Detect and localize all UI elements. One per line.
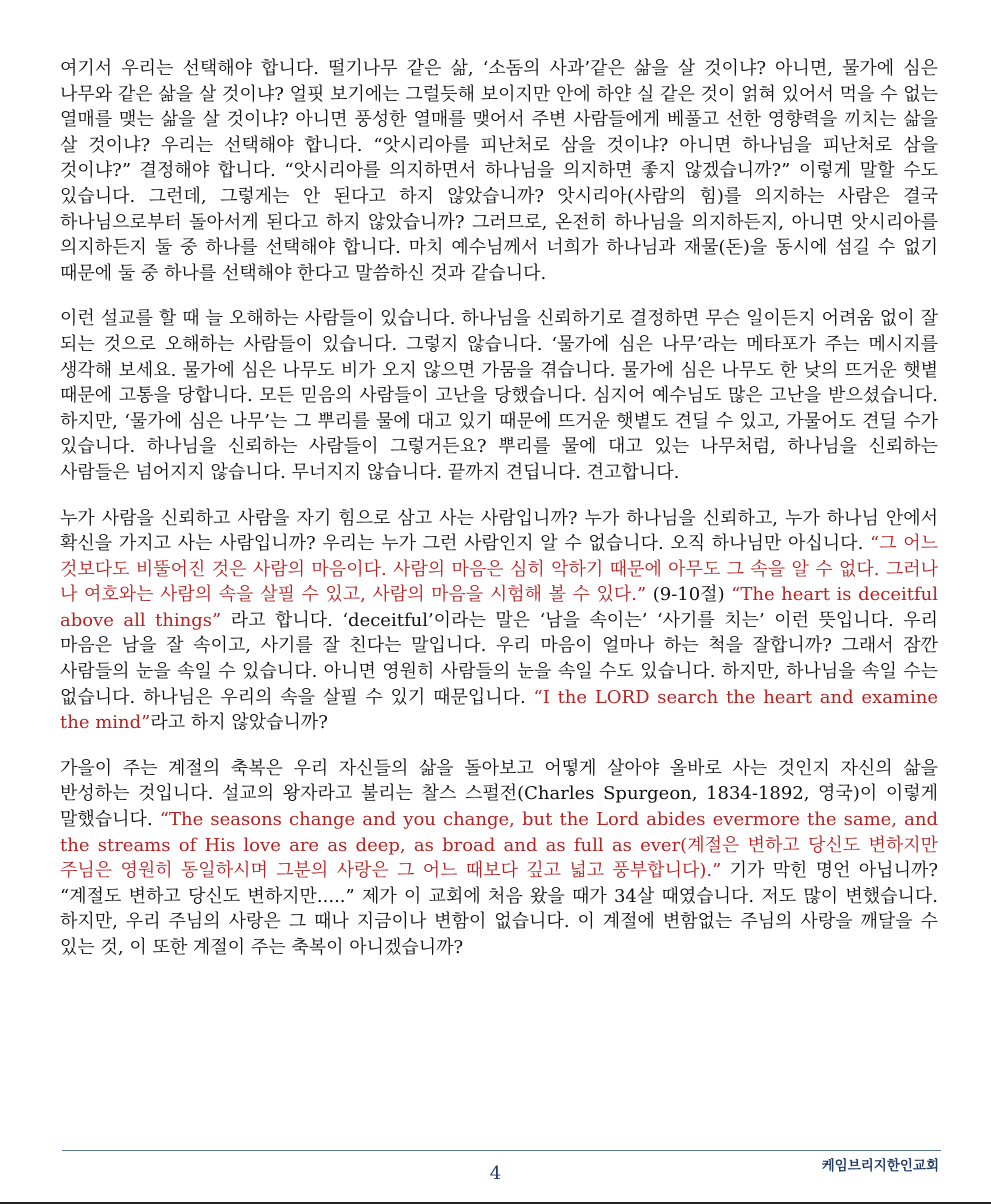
spurgeon-quote: “The seasons change and you change, but the Lord abides evermore the same, and the streams of His love are as deep, as broad and as full as ever(계절은 변하고 당신도 변하지만 주님은 영원히 동일하시며 그분의 사랑은 그 어느 때보다 깊고 넓고 풍부합니다).” — [60, 809, 938, 882]
church-name: 케임브리지한인교회 — [821, 1158, 939, 1174]
lord-search-quote: “I the LORD search the heart and examine the mind” — [60, 686, 938, 734]
heart-text-1: 누가 사람을 신뢰하고 사람을 자기 힘으로 삼고 사는 사람입니까? 누가 하나님을 신뢰하고, 누가 하나님 안에서 확신을 가지고 사는 사람입니까? 우리는 누가 그런 사람인지 알 수 없습니다. 오직 하나님만 아십니다. — [60, 507, 938, 555]
paragraph-heart — [60, 506, 938, 736]
paragraph-misunderstanding — [60, 306, 938, 485]
heart-deceitful-quote: “The heart is deceitful above all things” — [60, 584, 938, 631]
paragraph-misunderstanding-text: 이런 설교를 할 때 늘 오해하는 사람들이 있습니다. 하나님을 신뢰하기로 결정하면 무슨 일이든지 어려움 없이 잘 되는 것으로 오해하는 사람들이 있습니다. 그렇지 않습니다. ‘물가에 심은 나무’라는 메타포가 주는 메시지를 생각해 보세요. 물가에 심은 나무도 비가 오지 않으면 가뭄을 겪습니다. 물가에 심은 나무도 한 낮의 뜨거운 햇볕 때문에 고통을 당합니다. 모든 믿음의 사람들이 고난을 당했습니다. 심지어 예수님도 많은 고난을 받으셨습니다. 하지만, ‘물가에 심은 나무’는 그 뿌리를 물에 대고 있기 때문에 뜨거운 햇볕도 견딜 수 있고, 가물어도 견딜 수가 있습니다. 하나님을 신뢰하는 사람들이 그렇거든요? 뿌리를 물에 대고 있는 나무처럼, 하나님을 신뢰하는 사람들은 넘어지지 않습니다. 무너지지 않습니다. 끝까지 견딥니다. 견고합니다. — [60, 308, 938, 483]
heart-text-3: 라고 하지 않았습니까? — [150, 712, 328, 734]
paragraph-choice-text: 여기서 우리는 선택해야 합니다. 떨기나무 같은 삶, ‘소돔의 사과’같은 삶을 살 것이냐? 아니면, 물가에 심은 나무와 같은 삶을 살 것이냐? 얼핏 보기에는 그럴듯해 보이지만 안에 하얀 실 같은 것이 얽혀 있어서 먹을 수 없는 열매를 맺는 삶을 살 것이냐? 아니면 풍성한 열매를 맺어서 주변 사람들에게 베풀고 선한 영향력을 끼치는 삶을 살 것이냐? 우리는 선택해야 합니다. “앗시리아를 피난처로 삼을 것이냐? 아니면 하나님을 피난처로 삼을 것이냐?” 결정해야 합니다. “앗시리아를 의지하면서 하나님을 의지하면 좋지 않겠습니까?” 이렇게 말할 수도 있습니다. 그런데, 그렇게는 안 된다고 하지 않았습니까? 앗시리아(사람의 힘)를 의지하는 사람은 결국 하나님으로부터 돌아서게 된다고 하지 않았습니까? 그러므로, 온전히 하나님을 의지하든지, 아니면 앗시리아를 의지하든지 둘 중 하나를 선택해야 합니다. 마치 예수님께서 너희가 하나님과 재물(돈)을 동시에 섬길 수 없기 때문에 둘 중 하나를 선택해야 한다고 말씀하신 것과 같습니다. — [60, 58, 938, 284]
footer-divider — [62, 1150, 941, 1151]
document-page — [60, 56, 938, 961]
autumn-text-1: 가을이 주는 계절의 축복은 우리 자신들의 삶을 돌아보고 어떻게 살아야 올바로 사는 것인지 자신의 삶을 반성하는 것입니다. 설교의 왕자라고 불리는 찰스 스펄전(Charles Spurgeon, 1834-1892, 영국)이 이렇게 말했습니다. — [60, 757, 938, 831]
jeremiah-quote-korean: “그 어느 것보다도 비뚤어진 것은 사람의 마음이다. 사람의 마음은 심히 악하기 때문에 아무도 그 속을 알 수 없다. 그러나 나 여호와는 사람의 속을 살필 수 있고, 사람의 마음을 시험해 볼 수 있다.” — [60, 533, 939, 606]
paragraph-choice — [60, 56, 938, 286]
autumn-text-2: 기가 막힌 명언 아닙니까? “계절도 변하고 당신도 변하지만.....” 제가 이 교회에 처음 왔을 때가 34살 때였습니다. 저도 많이 변했습니다. 하지만, 우리 주님의 사랑은 그 때나 지금이나 변함이 없습니다. 이 계절에 변함없는 주님의 사랑을 깨달을 수 있는 것, 이 또한 계절이 주는 축복이 아니겠습니까? — [60, 860, 938, 958]
heart-text-2: 라고 합니다. ‘deceitful’이라는 말은 ‘남을 속이는’ ‘사기를 치는’ 이런 뜻입니다. 우리 마음은 남을 잘 속이고, 사기를 잘 친다는 말입니다. 우리 마음이 얼마나 하는 척을 잘합니까? 그래서 잠깐 사람들의 눈을 속일 수 있습니다. 아니면 영원히 사람들의 눈을 속일 수도 있습니다. 하지만, 하나님을 속일 수는 없습니다. 하나님은 우리의 속을 살필 수 있기 때문입니다. — [60, 609, 938, 708]
page-number: 4 — [489, 1163, 502, 1184]
paragraph-autumn — [60, 756, 938, 961]
verse-reference: (9-10절) — [646, 584, 732, 606]
